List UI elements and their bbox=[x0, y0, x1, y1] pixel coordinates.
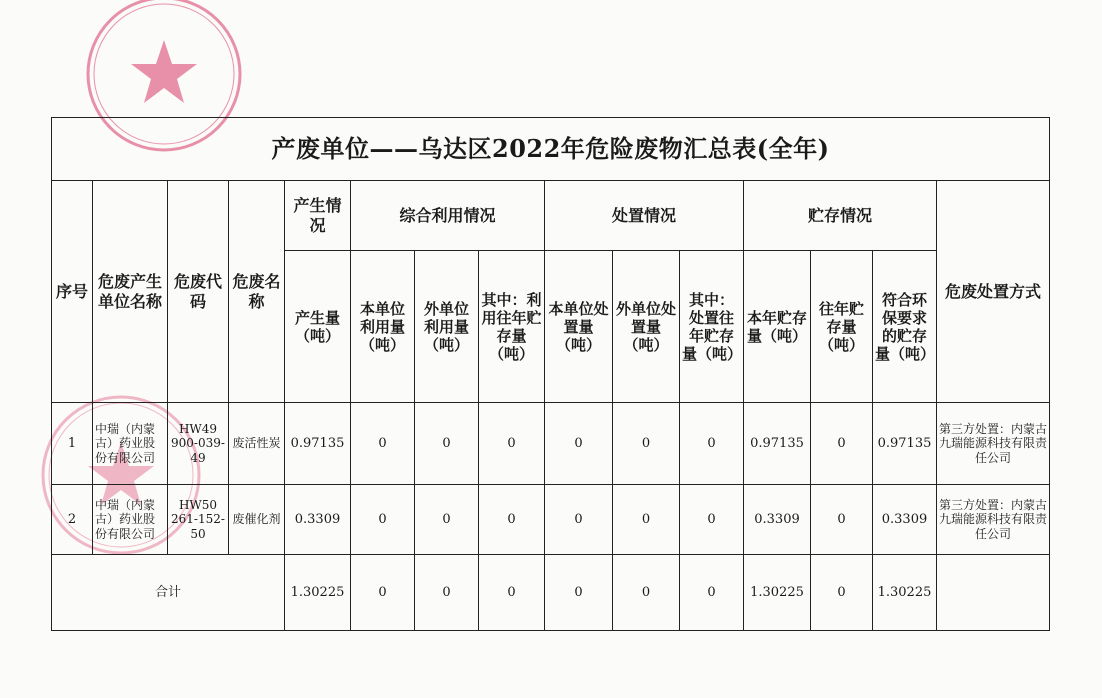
cell-disp-prev: 0 bbox=[680, 403, 744, 485]
cell-unit: 中瑞（内蒙古）药业股份有限公司 bbox=[93, 485, 168, 555]
header-comp-group: 综合利用情况 bbox=[351, 181, 545, 251]
header-store-this: 本年贮存量（吨） bbox=[744, 251, 811, 403]
cell-store-this: 0.3309 bbox=[744, 485, 811, 555]
header-disp-prev: 其中：处置往年贮存量（吨） bbox=[680, 251, 744, 403]
table-row bbox=[52, 403, 1050, 485]
cell-seq: 2 bbox=[52, 485, 93, 555]
header-use-prev: 其中：利用往年贮存量（吨） bbox=[479, 251, 545, 403]
cell-gen: 0.97135 bbox=[285, 403, 351, 485]
total-self-disp: 0 bbox=[545, 555, 613, 631]
cell-store-prev: 0 bbox=[811, 485, 873, 555]
total-store-prev: 0 bbox=[811, 555, 873, 631]
header-name: 危废名称 bbox=[229, 181, 285, 403]
cell-store-this: 0.97135 bbox=[744, 403, 811, 485]
header-ext-use: 外单位利用量（吨） bbox=[415, 251, 479, 403]
header-store-group: 贮存情况 bbox=[744, 181, 937, 251]
cell-name: 废催化剂 bbox=[229, 485, 285, 555]
seal-star-icon bbox=[131, 40, 197, 103]
cell-method: 第三方处置：内蒙古九瑞能源科技有限责任公司 bbox=[937, 485, 1050, 555]
header-gen-group: 产生情况 bbox=[285, 181, 351, 251]
cell-store-prev: 0 bbox=[811, 403, 873, 485]
header-gen-amt: 产生量（吨） bbox=[285, 251, 351, 403]
cell-ext-use: 0 bbox=[415, 485, 479, 555]
header-self-disp: 本单位处置量（吨） bbox=[545, 251, 613, 403]
cell-use-prev: 0 bbox=[479, 485, 545, 555]
cell-self-use: 0 bbox=[351, 485, 415, 555]
header-ext-disp: 外单位处置量（吨） bbox=[613, 251, 680, 403]
total-row bbox=[52, 555, 1050, 631]
cell-use-prev: 0 bbox=[479, 403, 545, 485]
page-title: 产废单位——乌达区2022年危险废物汇总表(全年) bbox=[52, 118, 1050, 181]
cell-method: 第三方处置：内蒙古九瑞能源科技有限责任公司 bbox=[937, 403, 1050, 485]
total-ext-use: 0 bbox=[415, 555, 479, 631]
cell-self-use: 0 bbox=[351, 403, 415, 485]
total-ext-disp: 0 bbox=[613, 555, 680, 631]
total-store-ok: 1.30225 bbox=[873, 555, 937, 631]
cell-self-disp: 0 bbox=[545, 485, 613, 555]
cell-gen: 0.3309 bbox=[285, 485, 351, 555]
cell-code: HW49 900-039-49 bbox=[168, 403, 229, 485]
cell-store-ok: 0.97135 bbox=[873, 403, 937, 485]
cell-code: HW50 261-152-50 bbox=[168, 485, 229, 555]
cell-name: 废活性炭 bbox=[229, 403, 285, 485]
total-store-this: 1.30225 bbox=[744, 555, 811, 631]
header-store-ok: 符合环保要求的贮存量（吨） bbox=[873, 251, 937, 403]
cell-store-ok: 0.3309 bbox=[873, 485, 937, 555]
hazardous-waste-table bbox=[51, 117, 1050, 631]
cell-unit: 中瑞（内蒙古）药业股份有限公司 bbox=[93, 403, 168, 485]
header-store-prev: 往年贮存量（吨） bbox=[811, 251, 873, 403]
total-use-prev: 0 bbox=[479, 555, 545, 631]
cell-self-disp: 0 bbox=[545, 403, 613, 485]
total-gen: 1.30225 bbox=[285, 555, 351, 631]
header-disp-group: 处置情况 bbox=[545, 181, 744, 251]
cell-ext-disp: 0 bbox=[613, 403, 680, 485]
header-code: 危废代码 bbox=[168, 181, 229, 403]
header-seq: 序号 bbox=[52, 181, 93, 403]
cell-ext-use: 0 bbox=[415, 403, 479, 485]
total-self-use: 0 bbox=[351, 555, 415, 631]
table-row bbox=[52, 485, 1050, 555]
total-disp-prev: 0 bbox=[680, 555, 744, 631]
cell-disp-prev: 0 bbox=[680, 485, 744, 555]
header-unit: 危废产生单位名称 bbox=[93, 181, 168, 403]
header-self-use: 本单位利用量（吨） bbox=[351, 251, 415, 403]
total-method bbox=[937, 555, 1050, 631]
cell-seq: 1 bbox=[52, 403, 93, 485]
header-method: 危废处置方式 bbox=[937, 181, 1050, 403]
total-label: 合计 bbox=[52, 555, 285, 631]
cell-ext-disp: 0 bbox=[613, 485, 680, 555]
